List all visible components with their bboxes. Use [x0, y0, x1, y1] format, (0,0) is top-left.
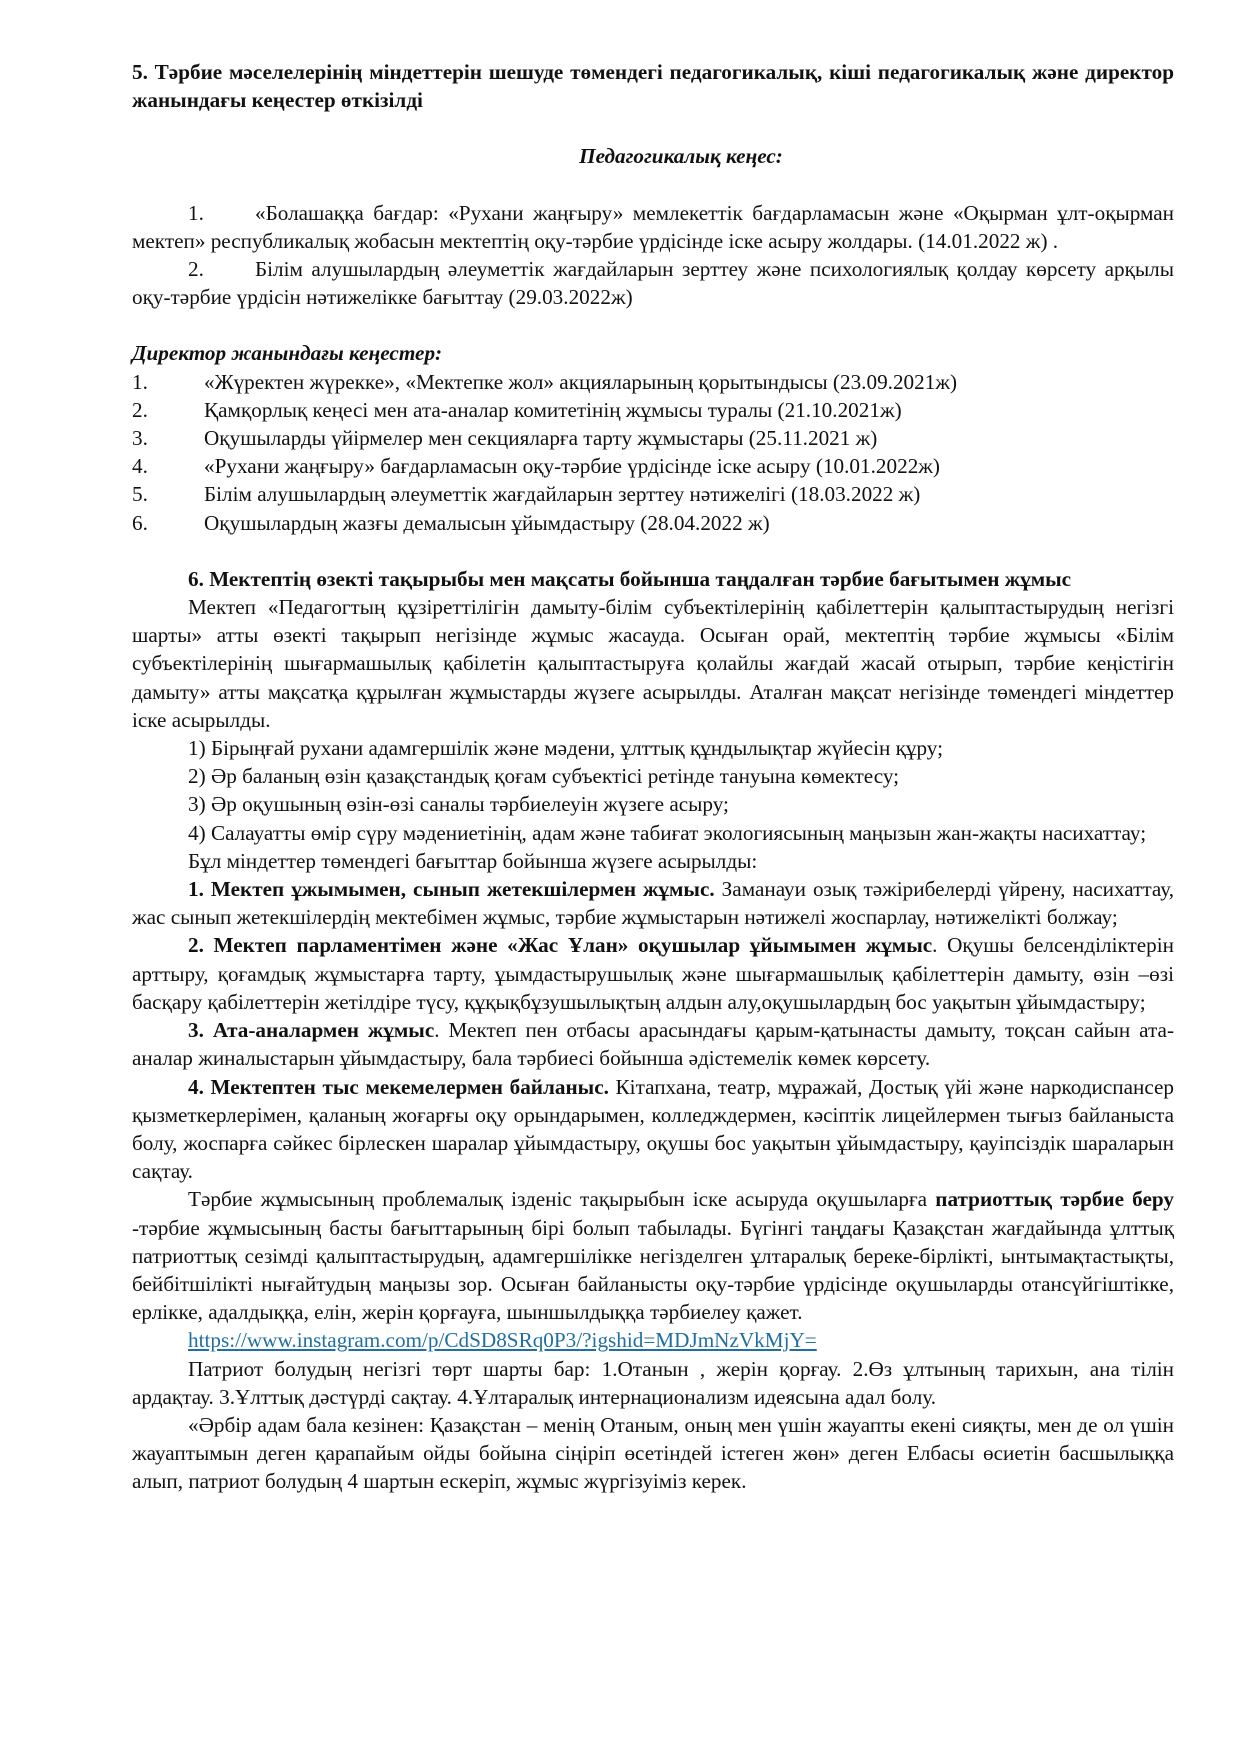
item-number: 2. [188, 257, 204, 282]
item-number: 4. [132, 454, 148, 479]
direction-title: 2. Мектеп парламентімен және «Жас Ұлан» оқушылар ұйымымен жұмыс [188, 933, 933, 958]
direction-text: Кітапхана, театр, мұражай, Достық үйі және наркодиспансер қызметкерлерімен, қаланың жоғарғы оқу орындарымен, колледждермен, кәсіптік лицейлермен тығыз байланыста болу, жоспарға сәйкес бірлескен шаралар ұйымдастыру, оқушы бос уақытын ұйымдастыру, қауіпсіздік шараларын сақтау. [132, 1074, 1174, 1184]
task-item: 4) Салауатты өмір сүру мәдениетінің, адам және табиғат экологиясының маңызын жан-жақты насихаттау; [188, 820, 1147, 845]
ped-council-item [132, 255, 1174, 311]
item-number: 2. [132, 397, 148, 422]
item-text: Оқушыларды үйірмелер мен секцияларға тарту жұмыстары (25.11.2021 ж) [204, 426, 878, 451]
link-paragraph [132, 1326, 1174, 1354]
director-council-item [132, 368, 1174, 396]
direction-text: . Оқушы белсенділіктерін арттыру, қоғамдық жұмыстарға тарту, ұымдастырушылық және шығармашылық қабілеттерін дамыту, өзін –өзі басқару қабілеттерін жетілдіре түсу, құқықбұзушылықтың алдын алу,оқушылардың бос уақытын ұйымдастыру; [132, 933, 1175, 1014]
director-council-item [132, 509, 1174, 537]
patriot-conditions-paragraph: Патриот болудың негізгі төрт шарты бар: 1.Отанын , жерін қорғау. 2.Өз ұлтының тарихын, ана тілін ардақтау. 3.Ұлттық дәстүрді сақтау. 4.Ұлтаралық интернационализм идеясына адал болу. [132, 1356, 1174, 1409]
patriotic-education-paragraph [132, 1185, 1174, 1326]
task-item: 1) Бірыңғай рухани адамгершілік және мәдени, ұлттық құндылықтар жүйесін құру; [188, 736, 944, 761]
director-council-item [132, 424, 1174, 452]
ped-council-item [132, 199, 1174, 255]
direction-item [132, 931, 1174, 1016]
direction-title: 4. Мектептен тыс мекемелермен байланыс. [188, 1074, 609, 1099]
item-text: «Болашаққа бағдар: «Рухани жаңғыру» мемлекеттік бағдарламасын және «Оқырман ұлт-оқырман мектеп» республикалық жобасын мектептің оқу-тәрбие үрдісінде іске асыру жолдары. (14.01.2022 ж) . [132, 200, 1174, 253]
director-council-list [132, 368, 1174, 537]
paragraph-text: Тәрбие жұмысының проблемалық ізденіс тақырыбын іске асыруда оқушыларға [188, 1187, 936, 1212]
section-6-intro: Мектеп «Педагогтың құзіреттілігін дамыту-білім субъектілерінің қабілеттерін қалыптастырудың негізгі шарты» атты өзекті тақырып негізінде жұмыс жасауда. Осыған орай, мектептің тәрбие жұмысы «Білім субъектілерінің шығармашылық қабілетін қалыптастыруға қолайлы жағдай жасай отырып, тәрбие кеңістігін дамыту» атты мақсатқа құрылған жұмыстарды жүзеге асырылды. Аталған мақсат негізінде төмендегі міндеттер іске асырылды. [132, 595, 1174, 732]
director-council-item [132, 480, 1174, 508]
heading-text: . Мектептің өзекті тақырыбы мен мақсаты бойынша таңдалған тәрбие бағытымен жұмыс [198, 566, 1072, 591]
direction-text: . Мектеп пен отбасы арасындағы қарым-қатынасты дамыту, тоқсан сайын ата-аналар жиналыстарын ұйымдастыру, бала тәрбиесі бойынша әдістемелік көмек көрсету. [132, 1018, 1174, 1071]
president-quote-paragraph: «Әрбір адам бала кезінен: Қазақстан – менің Отаным, оның мен үшін жауапты екені сияқты, мен де ол үшін жауаптымын деген қарапайым ойды бойына сіңіріп өсетіндей істеген жөн» деген Елбасы өсиетін басшылыққа алып, патриот болудың 4 шартын ескеріп, жұмыс жүргізуіміз керек. [132, 1412, 1174, 1494]
director-council-item [132, 452, 1174, 480]
directions-intro: Бұл міндеттер төмендегі бағыттар бойынша жүзеге асырылды: [188, 848, 758, 873]
item-number: 3. [132, 426, 148, 451]
direction-title: 1. Мектеп ұжымымен, сынып жетекшілермен жұмыс. [188, 877, 715, 902]
direction-title: 3. Ата-аналармен жұмыс [188, 1018, 435, 1043]
document-page [132, 58, 1174, 1496]
item-text: Білім алушылардың әлеуметтік жағдайларын зерттеу және психологиялық қолдау көрсету арқылы оқу-тәрбие үрдісін нәтижелікке бағыттау (29.03.2022ж) [132, 257, 1174, 310]
item-text: Қамқорлық кеңесі мен ата-аналар комитетінің жұмысы туралы (21.10.2021ж) [204, 397, 902, 422]
item-text: «Рухани жаңғыру» бағдарламасын оқу-тәрбие үрдісінде іске асыру (10.01.2022ж) [204, 454, 940, 479]
pedagogical-council-title: Педагогикалық кеңес: [579, 144, 783, 169]
task-item: 2) Әр баланың өзін қазақстандық қоғам субъектісі ретінде тануына көмектесу; [188, 764, 900, 789]
emphasis-text: патриоттық тәрбие беру [935, 1187, 1174, 1212]
item-number: 1. [132, 369, 148, 394]
item-text: «Жүректен жүрекке», «Мектепке жол» акцияларының қорытындысы (23.09.2021ж) [204, 369, 958, 394]
section-5-heading: 5. Тәрбие мәселелерінің міндеттерін шешуде төмендегі педагогикалық, кіші педагогикалық және директор жанындағы кеңестер өткізілді [132, 60, 1174, 113]
item-text: Оқушылардың жазғы демалысын ұйымдастыру (28.04.2022 ж) [204, 510, 770, 535]
direction-text: Заманауи озық тәжірибелерді үйрену, насихаттау, жас сынып жетекшілердің мектебімен жұмыс, тәрбие жұмыстарын нәтижелі жоспарлау, нәтижелікті болжау; [132, 877, 1174, 930]
direction-item [132, 1016, 1174, 1072]
director-council-title: Директор жанындағы кеңестер: [132, 341, 443, 366]
heading-number: 6 [188, 566, 199, 591]
paragraph-text: -тәрбие жұмысының басты бағыттарының бірі болып табылады. Бүгінгі таңдағы Қазақстан жағдайында ұлттық патриоттық сезімді қалыптастырудың, адамгершілікке негізделген ұлтаралық береке-бірлікті, ынтымақтастықты, бейбітшілікті нығайтудың маңызы зор. Осыған байланысты оқу-тәрбие үрдісінде оқушыларды отансүйгіштікке, ерлікке, адалдыққа, елін, жерін қорғауға, шыншылдыққа тәрбиелеу қажет. [132, 1215, 1174, 1325]
item-number: 6. [132, 510, 148, 535]
direction-item [132, 875, 1174, 931]
item-number: 5. [132, 482, 148, 507]
task-item: 3) Әр оқушының өзін-өзі саналы тәрбиелеуін жүзеге асыру; [188, 792, 729, 817]
item-number: 1. [188, 200, 204, 225]
instagram-link[interactable]: https://www.instagram.com/p/CdSD8SRq0P3/?igshid=MDJmNzVkMjY= [188, 1328, 817, 1353]
item-text: Білім алушылардың әлеуметтік жағдайларын зерттеу нәтижелігі (18.03.2022 ж) [204, 482, 921, 507]
director-council-item [132, 396, 1174, 424]
direction-item [132, 1073, 1174, 1186]
section-6-heading [132, 565, 1174, 593]
